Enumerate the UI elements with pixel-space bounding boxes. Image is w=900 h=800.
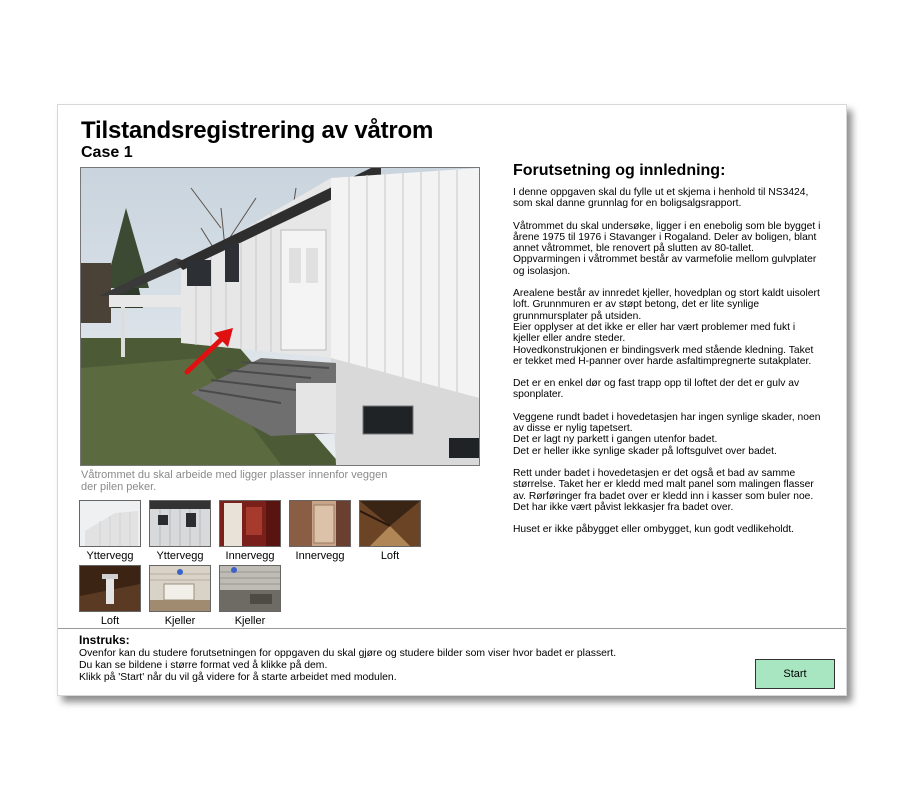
thumbnail-image[interactable] [219, 500, 281, 547]
thumbnail-yttervegg-2[interactable] [149, 500, 211, 562]
instructions-text [79, 648, 616, 684]
intro-paragraph: Huset er ikke påbygget eller ombygget, kun godt vedlikeholdt. [513, 524, 795, 536]
case-subtitle: Case 1 [81, 144, 133, 161]
thumbnail-loft-2[interactable] [79, 565, 141, 627]
thumbnail-label: Kjeller [164, 615, 196, 627]
intro-heading: Forutsetning og innledning: [513, 162, 726, 179]
house-photo [80, 167, 480, 466]
intro-text [513, 187, 821, 546]
instruction-line: Du kan se bildene i større format ved å klikke på dem. [79, 660, 328, 671]
thumbnail-image[interactable] [289, 500, 351, 547]
thumbnail-label: Kjeller [234, 615, 266, 627]
thumbnail-innervegg-1[interactable] [219, 500, 281, 562]
thumbnail-kjeller-2[interactable] [219, 565, 281, 627]
thumbnail-kjeller-1[interactable] [149, 565, 211, 627]
thumbnail-loft-1[interactable] [359, 500, 421, 562]
instructions-title: Instruks: [79, 633, 130, 647]
intro-paragraph: Det er en enkel dør og fast trapp opp til loftet der det er gulv av sponplater. [513, 378, 800, 401]
thumbnail-image[interactable] [79, 565, 141, 612]
thumbnail-label: Yttervegg [156, 550, 204, 562]
thumbnail-image[interactable] [149, 565, 211, 612]
photo-caption: Våtrommet du skal arbeide med ligger plasser innenfor veggen der pilen peker. [81, 469, 388, 493]
intro-paragraph: Våtrommet du skal undersøke, ligger i en enebolig som ble bygget i årene 1975 til 1976 i Stavanger i Rogaland. Deler av boligen, blant annet våtrommet, ble renovert på slutten av 80-tallet. Oppvarmingen i våtrommet består av varmefolie mellom gulvplater og isolasjon. [513, 220, 821, 277]
thumbnail-label: Yttervegg [86, 550, 134, 562]
section-divider [58, 628, 846, 629]
intro-paragraph: Veggene rundt badet i hovedetasjen har ingen synlige skader, noen av disse er nylig tapetsert. Det er lagt ny parkett i gangen utenfor badet. Det er heller ikke synlige skader på loftsgulvet over badet. [513, 411, 821, 457]
thumbnail-yttervegg-1[interactable] [79, 500, 141, 562]
thumbnail-label: Loft [380, 550, 400, 562]
page-title: Tilstandsregistrering av våtrom [81, 117, 434, 144]
instruction-line: Klikk på 'Start' når du vil gå videre for å starte arbeidet med modulen. [79, 672, 397, 683]
thumbnail-innervegg-2[interactable] [289, 500, 351, 562]
thumbnail-image[interactable] [359, 500, 421, 547]
thumbnail-label: Innervegg [225, 550, 275, 562]
intro-paragraph: I denne oppgaven skal du fylle ut et skjema i henhold til NS3424, som skal danne grunnlag for en boligsalgsrapport. [513, 187, 809, 210]
module-card [57, 104, 847, 696]
thumbnail-image[interactable] [149, 500, 211, 547]
instruction-line: Ovenfor kan du studere forutsetningen for oppgaven du skal gjøre og studere bilder som viser hvor badet er plassert. [79, 648, 617, 659]
intro-paragraph: Arealene består av innredet kjeller, hovedplan og stort kaldt uisolert loft. Grunnmuren er av støpt betong, det er lite synlige grunnmursplater på utsiden. Eier opplyser at det ikke er eller har vært problemer med fukt i kjeller eller andre steder. Hovedkonstrukjonen er bindingsverk med stående kledning. Taket er tekket med H-panner over harde asfaltimpregnerte sutakplater. [513, 288, 820, 367]
intro-paragraph: Rett under badet i hovedetasjen er det også et bad av samme størrelse. Taket her er kledd med malt panel som malingen flasser av. Rørføringer fra badet over er kledd inn i kasser som buler noe. Det har ikke vært påvist lekkasjer fra badet over. [513, 467, 814, 513]
thumbnail-image[interactable] [79, 500, 141, 547]
start-button[interactable]: Start [755, 659, 835, 689]
thumbnail-label: Loft [100, 615, 120, 627]
thumbnail-image[interactable] [219, 565, 281, 612]
thumbnail-label: Innervegg [295, 550, 345, 562]
